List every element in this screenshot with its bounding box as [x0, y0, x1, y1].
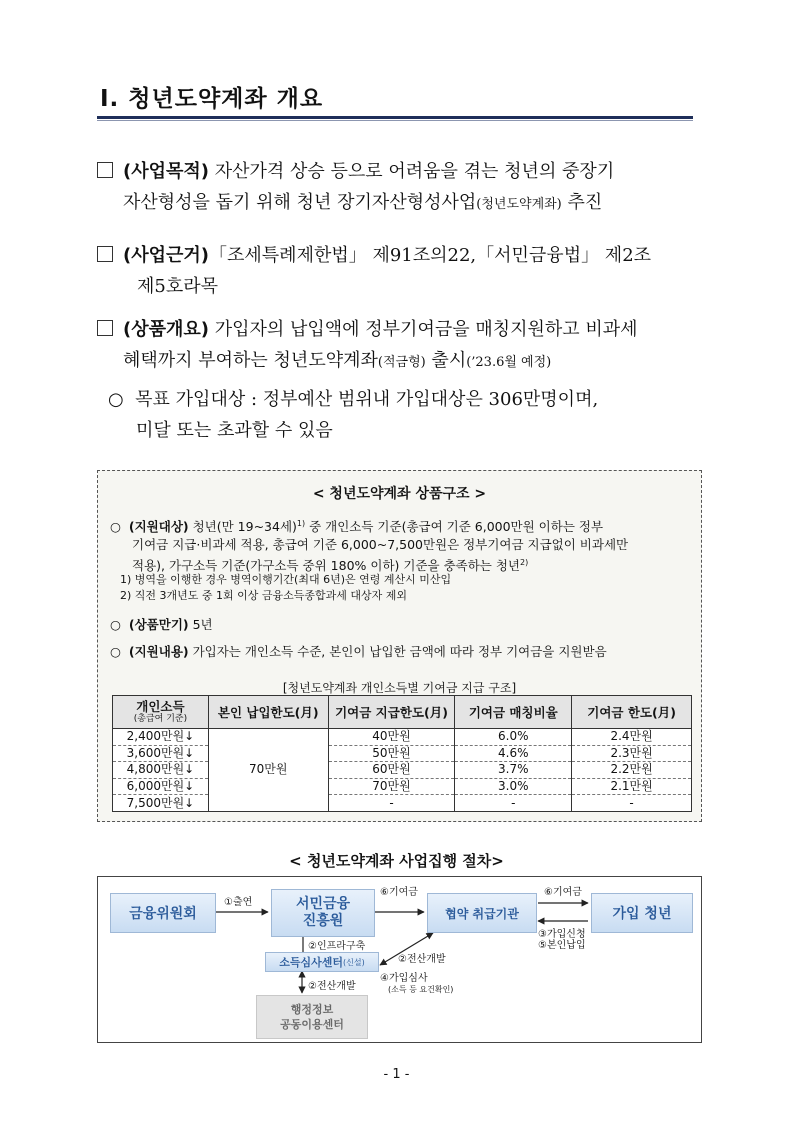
cell-income: 6,000만원↓ — [113, 778, 209, 795]
label-fund-bank: ⑥기여금 — [380, 887, 418, 898]
cell-self-limit: 70만원 — [208, 729, 328, 812]
node-bank: 협약 취급기관 — [427, 893, 537, 933]
title-underline — [97, 116, 693, 119]
item-text: 중 개인소득 기준(총급여 기준 6,000만원 이하는 정부 — [305, 519, 604, 535]
node-kinfa — [271, 889, 375, 937]
node-text: 소득심사센터 — [279, 956, 344, 969]
bullet-text: 목표 가입대상 : 정부예산 범위내 가입대상은 306만명이며, — [135, 389, 599, 410]
item-text: 5년 — [188, 617, 213, 632]
node-center — [265, 952, 379, 972]
section-text: 혜택까지 부여하는 청년도약계좌 — [123, 350, 378, 371]
label-review — [380, 973, 453, 995]
cell-matching-rate: - — [455, 795, 572, 812]
page-number: - 1 - — [383, 1067, 410, 1082]
section-text: 출시 — [425, 350, 467, 371]
circle-bullet-icon: ○ — [108, 389, 124, 410]
cell-contribution-limit: 60만원 — [328, 762, 455, 779]
header-self-limit: 본인 납입한도(月) — [208, 696, 328, 729]
item-label: (지원내용) — [128, 644, 189, 659]
label-deposit: ⑤본인납입 — [538, 940, 586, 951]
node-text: 진흥원 — [302, 913, 344, 929]
cell-max-contribution: 2.2만원 — [572, 762, 692, 779]
node-admin — [256, 995, 368, 1039]
cell-max-contribution: 2.4만원 — [572, 729, 692, 746]
table-row — [113, 778, 692, 795]
item-text: 가입자는 개인소득 수준, 본인이 납입한 금액에 따라 정부 기여금을 지원받음 — [188, 644, 607, 659]
contribution-table — [112, 695, 692, 812]
cell-contribution-limit: - — [328, 795, 455, 812]
section-text: 제5호라목 — [137, 276, 219, 297]
cell-matching-rate: 6.0% — [455, 729, 572, 746]
checkbox-square-icon — [97, 246, 113, 262]
support-content — [110, 643, 607, 661]
cell-income: 2,400만원↓ — [113, 729, 209, 746]
page-title: Ⅰ. 청년도약계좌 개요 — [100, 86, 324, 112]
footnotes — [120, 572, 451, 604]
checkbox-square-icon — [97, 320, 113, 336]
cell-contribution-limit: 40만원 — [328, 729, 455, 746]
footnote-ref: 2) — [520, 558, 529, 568]
header-contribution-limit: 기여금 지급한도(月) — [328, 696, 455, 729]
product-term — [110, 616, 213, 634]
node-fsc: 금융위원회 — [110, 893, 216, 933]
footnote: 2) 직전 3개년도 중 1회 이상 금융소득종합과세 대상자 제외 — [120, 589, 408, 602]
cell-max-contribution: 2.1만원 — [572, 778, 692, 795]
cell-income: 7,500만원↓ — [113, 795, 209, 812]
section-text: 추진 — [561, 192, 603, 213]
title-underline-thin — [97, 120, 693, 121]
table-caption: [청년도약계좌 개인소득별 기여금 지급 구조] — [282, 681, 517, 695]
section-basis — [97, 240, 651, 302]
node-subtext: (신설) — [343, 957, 365, 967]
item-text: 기여금 지급·비과세 적용, 총급여 기준 6,000~7,500만원은 정부기여금 지급없이 비과세만 — [132, 537, 629, 553]
table-row — [113, 745, 692, 762]
header-income: 개인소득 (총급여 기준) — [113, 696, 209, 729]
label-review-sub: (소득 등 요건확인) — [388, 985, 454, 994]
label-review-main: ④가입심사 — [380, 973, 428, 984]
item-text: 청년(만 19~34세) — [188, 519, 297, 535]
node-text: 서민금융 — [295, 896, 351, 912]
header-max-contribution: 기여금 한도(月) — [572, 696, 692, 729]
cell-matching-rate: 3.7% — [455, 762, 572, 779]
circle-bullet-icon: ○ — [110, 644, 121, 659]
label-apply-deposit — [538, 929, 586, 951]
process-diagram — [97, 876, 702, 1043]
cell-matching-rate: 4.6% — [455, 745, 572, 762]
section-overview — [97, 314, 638, 378]
cell-contribution-limit: 50만원 — [328, 745, 455, 762]
header-matching-rate: 기여금 매칭비율 — [455, 696, 572, 729]
label-fund-youth: ⑥기여금 — [544, 887, 582, 898]
section-label: (사업근거) — [123, 245, 210, 266]
label-dev2: ②전산개발 — [308, 981, 356, 992]
item-label: (상품만기) — [128, 617, 189, 632]
circle-bullet-icon: ○ — [110, 519, 121, 535]
table-row — [113, 729, 692, 746]
section-text: 가입자의 납입액에 정부기여금을 매칭지원하고 비과세 — [209, 319, 638, 340]
process-title: < 청년도약계좌 사업집행 절차> — [289, 852, 504, 870]
label-infra: ②인프라구축 — [308, 941, 366, 952]
cell-income: 4,800만원↓ — [113, 762, 209, 779]
section-text: 「조세특례제한법」 제91조의22,「서민금융법」 제2조 — [209, 245, 652, 266]
label-contribute: ①출연 — [224, 897, 253, 908]
cell-income: 3,600만원↓ — [113, 745, 209, 762]
section-text-small: (청년도약계좌) — [476, 197, 562, 212]
node-text: 공동이용센터 — [280, 1018, 344, 1031]
section-label: (사업목적) — [123, 161, 210, 182]
table-row — [113, 762, 692, 779]
footnote-ref: 1) — [296, 519, 306, 528]
table-header-row — [113, 696, 692, 729]
cell-matching-rate: 3.0% — [455, 778, 572, 795]
item-text: 적용), 가구소득 기준(가구소득 중위 180% 이하) 기준을 충족하는 청년 — [132, 558, 521, 574]
item-label: (지원대상) — [128, 519, 189, 535]
section-text: 자산형성을 돕기 위해 청년 장기자산형성사업 — [123, 192, 477, 213]
section-text-small: (’23.6월 예정) — [466, 355, 552, 370]
table-row — [113, 795, 692, 812]
section-text-small: (적금형) — [377, 355, 426, 370]
checkbox-square-icon — [97, 162, 113, 178]
cell-contribution-limit: 70만원 — [328, 778, 455, 795]
footnote: 1) 병역을 이행한 경우 병역이행기간(최대 6년)은 연령 계산시 미산입 — [120, 573, 452, 586]
cell-max-contribution: 2.3만원 — [572, 745, 692, 762]
node-text: 행정정보 — [290, 1003, 334, 1016]
box-title: < 청년도약계좌 상품구조 > — [312, 486, 487, 502]
section-label: (상품개요) — [123, 319, 210, 340]
bullet-text: 미달 또는 초과할 수 있음 — [136, 420, 333, 441]
circle-bullet-icon: ○ — [110, 617, 121, 632]
cell-max-contribution: - — [572, 795, 692, 812]
label-dev1: ②전산개발 — [398, 954, 446, 965]
product-structure-box — [97, 470, 702, 822]
node-youth: 가입 청년 — [591, 893, 693, 933]
section-purpose — [97, 156, 614, 220]
label-apply: ③가입신청 — [538, 929, 586, 940]
section-text: 자산가격 상승 등으로 어려움을 겪는 청년의 중장기 — [209, 161, 615, 182]
support-target — [110, 515, 628, 575]
target-bullet — [108, 384, 598, 446]
